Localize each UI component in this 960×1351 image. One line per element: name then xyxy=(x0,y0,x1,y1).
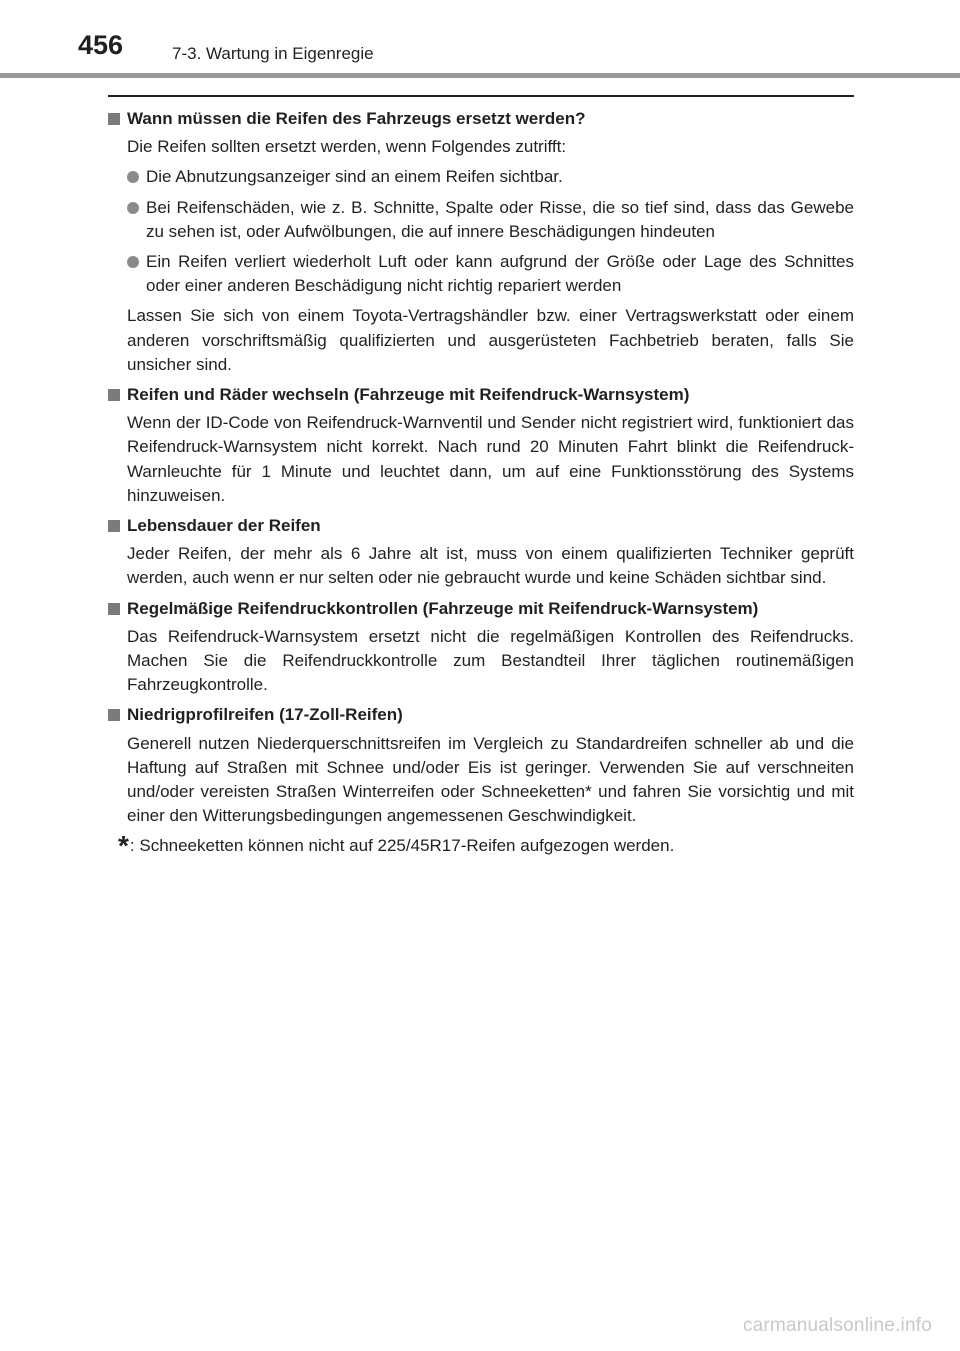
section-heading-text: Wann müssen die Reifen des Fahrzeugs ersetzt werden? xyxy=(127,109,586,128)
section-heading xyxy=(108,383,854,407)
page-header xyxy=(0,0,960,78)
section-tire-replacement xyxy=(108,107,854,377)
section-pressure-checks xyxy=(108,597,854,698)
list-item xyxy=(127,250,854,298)
section-heading-text: Reifen und Räder wechseln (Fahrzeuge mit Reifendruck-Warnsystem) xyxy=(127,385,690,405)
section-heading xyxy=(108,107,854,131)
section-heading xyxy=(108,514,854,538)
section-low-profile-tires xyxy=(108,703,854,828)
section-title: 7-3. Wartung in Eigenregie xyxy=(172,44,374,63)
section-heading-text: Lebensdauer der Reifen xyxy=(127,516,321,536)
list-item-text: Bei Reifenschäden, wie z. B. Schnitte, Spalte oder Risse, die so tief sind, dass das Gewebe zu sehen ist, oder Aufwölbungen, die auf innere Beschädigungen hindeuten xyxy=(146,197,854,241)
footnote xyxy=(118,830,854,862)
list-item-text: Die Abnutzungsanzeiger sind an einem Reifen sichtbar. xyxy=(146,167,563,187)
watermark: carmanualsonline.info xyxy=(742,1315,932,1336)
section-body: Jeder Reifen, der mehr als 6 Jahre alt ist, muss von einem qualifizierten Techniker geprüft werden, auch wenn er nur selten oder nie gebraucht wurde und keine Schäden sichtbar sind. xyxy=(127,544,854,588)
square-marker-icon xyxy=(108,603,120,615)
square-marker-icon xyxy=(108,520,120,532)
section-body: Das Reifendruck-Warnsystem ersetzt nicht die regelmäßigen Kontrollen des Reifendrucks. Machen Sie die Reifendruckkontrolle zum Bestandteil Ihrer täglichen routinemäßigen Fahrzeugkontrolle. xyxy=(127,626,854,695)
section-wheel-change xyxy=(108,383,854,508)
list-item-text: Ein Reifen verliert wiederholt Luft oder kann aufgrund der Größe oder Lage des Schnittes oder einer anderen Beschädigung nicht richtig repariert werden xyxy=(146,252,854,296)
content-divider xyxy=(108,95,854,97)
bullet-dot-icon xyxy=(127,256,139,268)
bullet-dot-icon xyxy=(127,171,139,183)
header-rule xyxy=(0,73,960,78)
page-number: 456 xyxy=(78,30,124,60)
square-marker-icon xyxy=(108,709,120,721)
section-heading xyxy=(108,703,854,727)
list-item xyxy=(127,196,854,244)
square-marker-icon xyxy=(108,113,120,125)
section-heading-text: Regelmäßige Reifendruckkontrollen (Fahrzeuge mit Reifendruck-Warnsystem) xyxy=(127,598,759,618)
section-body: Generell nutzen Niederquerschnittsreifen im Vergleich zu Standardreifen schneller ab und die Haftung auf Straßen mit Schnee und/oder Eis ist geringer. Verwenden Sie auf verschneiten und/oder vereisten Straßen Winterreifen oder Schneeketten* und fahren Sie vorsichtig und mit einer den Witterungsbedingungen angemessenen Geschwindigkeit. xyxy=(127,733,854,826)
section-tire-lifetime xyxy=(108,514,854,591)
section-heading xyxy=(108,597,854,621)
section-body: Wenn der ID-Code von Reifendruck-Warnventil und Sender nicht registriert wird, funktioniert das Reifendruck-Warnsystem nicht korrekt. Nach rund 20 Minuten Fahrt blinkt die Reifendruck-Warnleuchte für 1 Minute und leuchtet dann, um auf eine Funktionsstörung des Systems hinzuweisen. xyxy=(127,413,854,505)
bullet-dot-icon xyxy=(127,202,139,214)
footnote-marker: * xyxy=(118,830,129,862)
square-marker-icon xyxy=(108,389,120,401)
section-outro: Lassen Sie sich von einem Toyota-Vertragshändler bzw. einer Vertragswerkstatt oder einem anderen vorschriftsmäßig qualifizierten und ausgerüsteten Fachbetrieb beraten, falls Sie unsicher sind. xyxy=(127,306,854,374)
section-intro: Die Reifen sollten ersetzt werden, wenn Folgendes zutrifft: xyxy=(127,137,567,157)
page-content xyxy=(108,107,854,862)
section-heading-text: Niedrigprofilreifen (17-Zoll-Reifen) xyxy=(127,705,403,725)
list-item xyxy=(127,165,854,189)
footnote-text: : Schneeketten können nicht auf 225/45R17-Reifen aufgezogen werden. xyxy=(129,836,675,856)
